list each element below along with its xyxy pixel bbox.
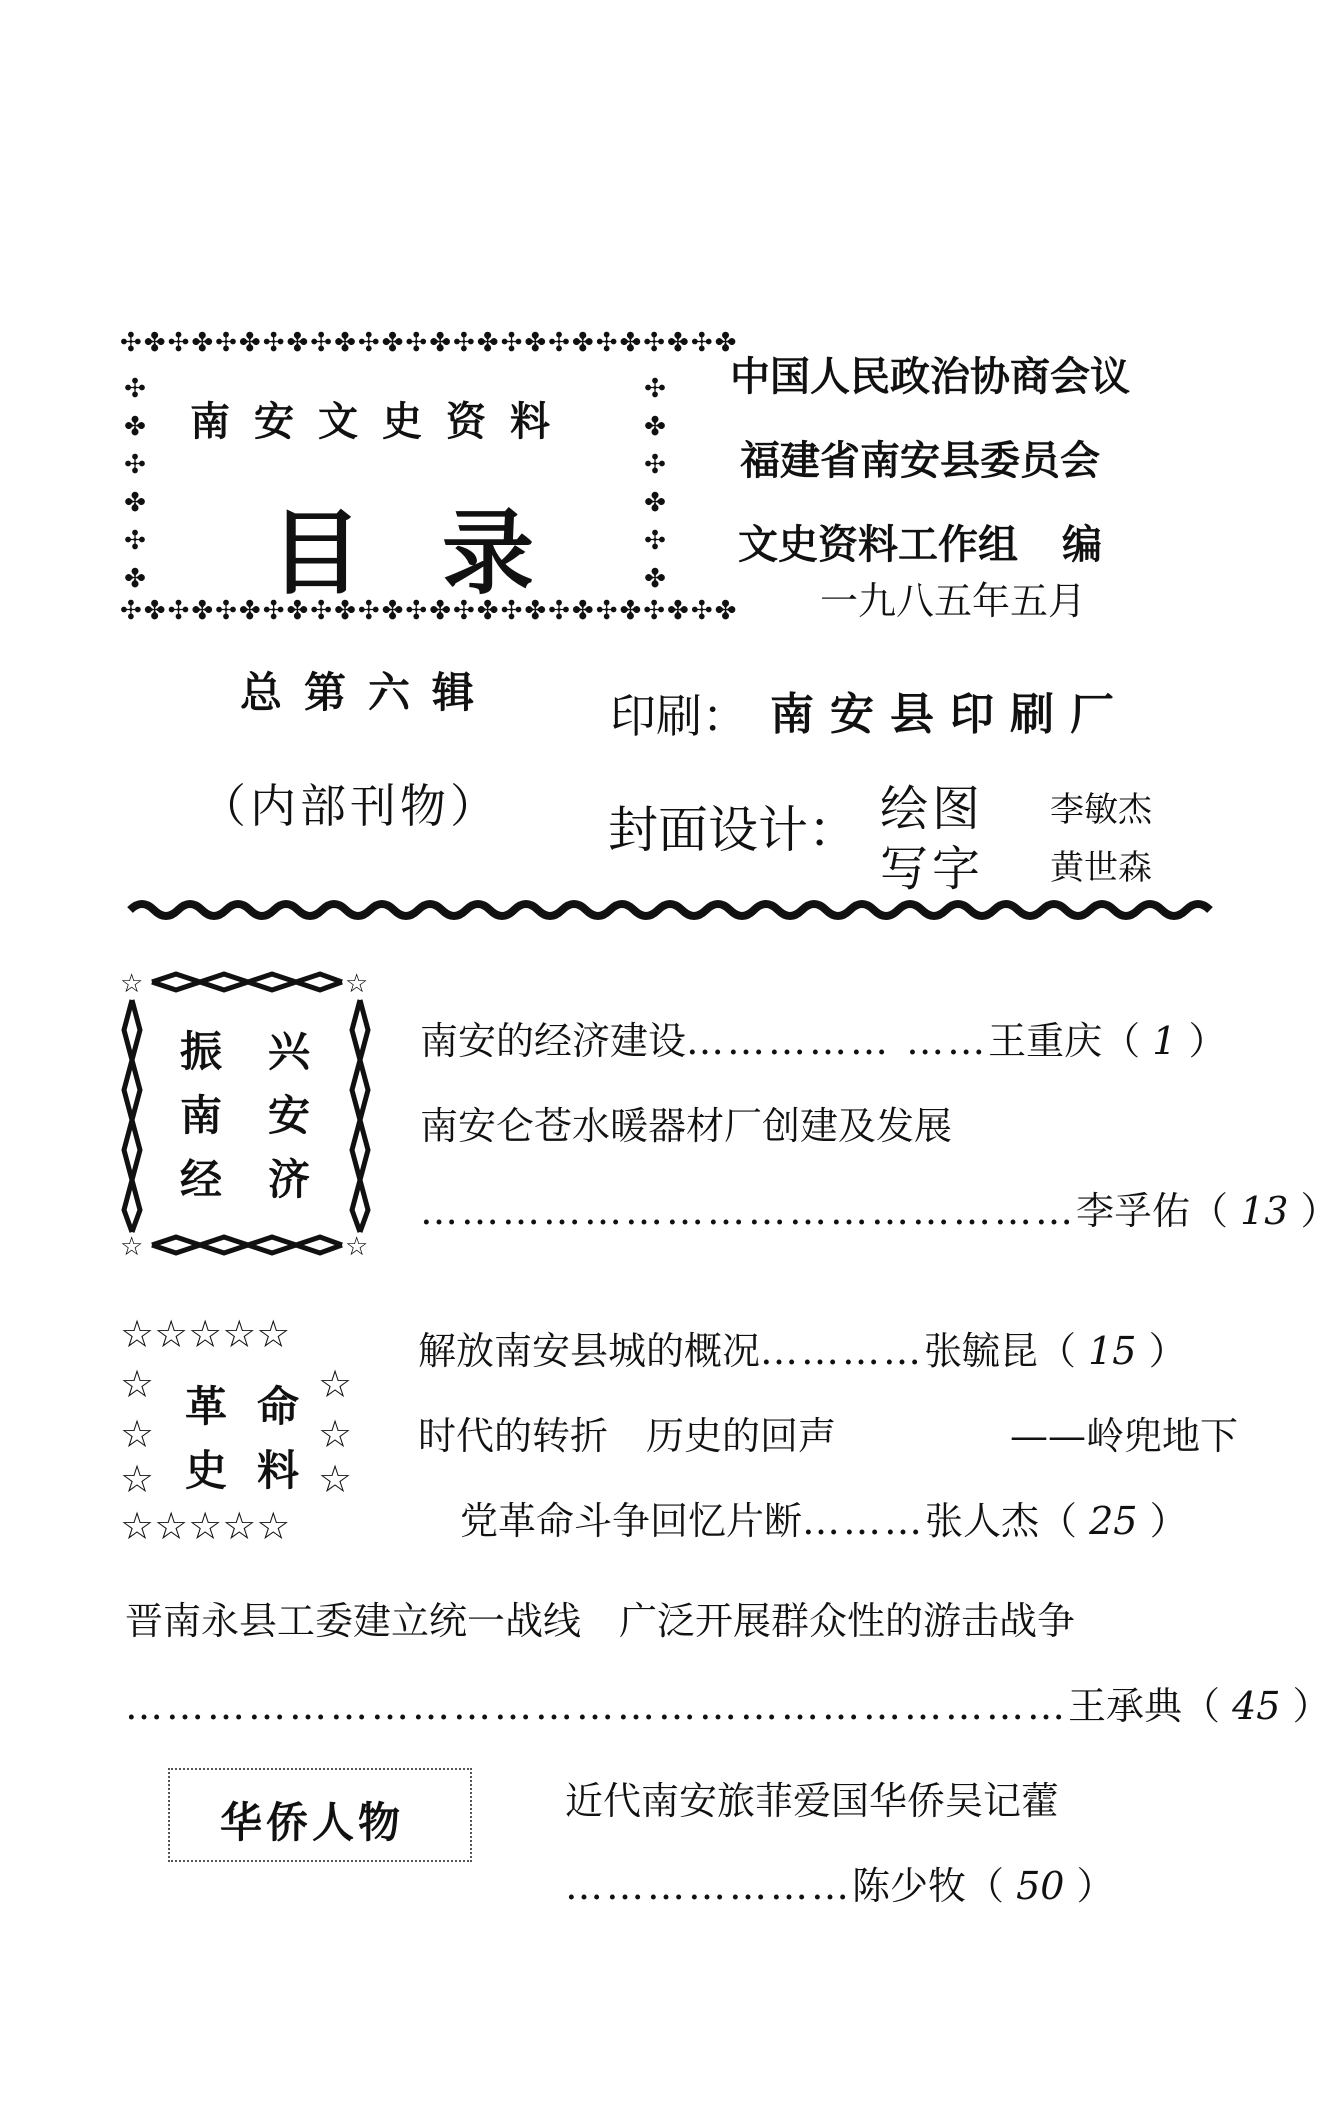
entry-title: 时代的转折 历史的回声 — [418, 1414, 837, 1458]
leader-dots: …………… …… — [686, 1019, 989, 1063]
star-ornament: ☆☆☆☆☆ — [120, 1504, 291, 1548]
writing-credit-name: 黄世森 — [1050, 848, 1152, 888]
section-title-line: 革命 — [185, 1382, 330, 1431]
toc-entry: 解放南安县城的概况…………张毓昆（ 15 ） — [418, 1329, 1187, 1373]
toc-entry — [420, 1095, 952, 1150]
star-ornament: ☆ — [120, 969, 144, 999]
section-title-economy — [180, 1020, 356, 1212]
toc-title: 目录 — [270, 500, 615, 607]
publisher-block — [730, 335, 1290, 587]
entry-title: 晋南永县工委建立统一战线 广泛开展群众性的游击战争 — [125, 1599, 1076, 1643]
toc-entry — [125, 1590, 1075, 1645]
section-title-revolution — [185, 1375, 329, 1503]
toc-entry-continuation: 党革命斗争回忆片断………张人杰（ 25 ） — [460, 1499, 1188, 1543]
entry-title: 近代南安旅菲爱国华侨吴记藿 — [565, 1779, 1060, 1823]
title-box — [120, 328, 739, 626]
printer-label: 印刷： — [610, 689, 748, 743]
publisher-line-3: 文史资料工作组 — [738, 522, 1018, 568]
leader-dots: ………… — [760, 1329, 925, 1373]
leader-dots: …………………………………………………………… — [125, 1684, 1068, 1728]
toc-entry: 南安的经济建设…………… ……王重庆（ 1 ） — [420, 1019, 1227, 1063]
toc-entry-continuation: ……………………………………………………………王承典（ 45 ） — [125, 1684, 1331, 1728]
publication-date: 一九八五年五月 — [820, 579, 1087, 623]
issue-number: 总第六辑 — [240, 668, 497, 717]
entry-title-continuation: 党革命斗争回忆片断 — [460, 1499, 803, 1543]
star-ornament: ☆ — [345, 1232, 369, 1262]
toc-entry-continuation: …………………陈少牧（ 50 ） — [565, 1864, 1115, 1908]
leader-dots: ………………… — [565, 1864, 852, 1908]
star-ornament: ☆ — [318, 1362, 353, 1406]
publisher-line-2: 福建省南安县委员会 — [740, 438, 1100, 484]
star-ornament: ☆ — [120, 1362, 155, 1406]
entry-page: 1 — [1152, 1019, 1177, 1063]
cover-design-label: 封面设计： — [608, 801, 858, 859]
star-ornament: ☆☆☆☆☆ — [120, 1312, 291, 1356]
ornamental-border-left: ✣ ✤ ✣ ✤ ✣ ✤ — [124, 374, 146, 594]
writing-label: 写字 — [880, 841, 985, 897]
star-ornament: ☆ — [120, 1232, 144, 1262]
entry-author: 王承典 — [1068, 1684, 1183, 1728]
entry-title: 解放南安县城的概况 — [418, 1329, 761, 1373]
entry-page: 25 — [1089, 1499, 1138, 1543]
section-title-line: 振兴 — [180, 1027, 357, 1076]
entry-title: 南安的经济建设 — [420, 1019, 687, 1063]
entry-author: 张毓昆 — [924, 1329, 1039, 1373]
drawing-credit-name: 李敏杰 — [1050, 790, 1152, 830]
star-ornament: ☆ — [345, 969, 369, 999]
section-title-line: 南安 — [180, 1091, 357, 1140]
leader-dots: ………………………………………… — [420, 1189, 1076, 1233]
entry-author: 王重庆 — [988, 1019, 1103, 1063]
leader-dots: ……… — [802, 1499, 926, 1543]
wavy-divider — [130, 898, 1220, 922]
star-ornament: ☆ — [120, 1412, 155, 1456]
series-name: 南安文史资料 — [190, 399, 574, 445]
printer-name: 南安县印刷厂 — [770, 689, 1130, 740]
toc-entry — [565, 1770, 1059, 1825]
section-title-overseas-chinese: 华侨人物 — [220, 1798, 405, 1847]
publisher-line-1: 中国人民政治协商会议 — [730, 354, 1130, 400]
entry-page: 15 — [1088, 1329, 1137, 1373]
entry-page: 13 — [1240, 1189, 1289, 1233]
entry-author: 陈少牧 — [852, 1864, 967, 1908]
entry-title: 南安仑苍水暖器材厂创建及发展 — [420, 1104, 953, 1148]
ornamental-border-bottom: ✣✤✣✤✣✤✣✤✣✤✣✤✣✤✣✤✣✤✣✤✣✤✣✤✣✤ — [120, 596, 739, 626]
entry-subtitle: ——岭兜地下 — [1010, 1414, 1239, 1458]
toc-entry — [418, 1405, 836, 1460]
entry-author: 李孚佑 — [1076, 1189, 1191, 1233]
section-title-line: 史料 — [185, 1446, 330, 1495]
star-ornament: ☆ — [318, 1412, 353, 1456]
section-title-line: 经济 — [180, 1155, 357, 1204]
star-ornament: ☆ — [318, 1457, 353, 1501]
ornamental-border-right: ✣ ✤ ✣ ✤ ✣ ✤ — [644, 374, 666, 594]
ornamental-border-top: ✣✤✣✤✣✤✣✤✣✤✣✤✣✤✣✤✣✤✣✤✣✤✣✤✣✤ — [120, 328, 739, 358]
entry-page: 45 — [1232, 1684, 1281, 1728]
internal-publication-note: （内部刊物） — [200, 779, 500, 833]
edited-mark: 编 — [1061, 522, 1102, 568]
toc-entry-continuation: …………………………………………李孚佑（ 13 ） — [420, 1189, 1339, 1233]
drawing-label: 绘图 — [880, 781, 985, 837]
entry-page: 50 — [1016, 1864, 1065, 1908]
entry-author: 张人杰 — [925, 1499, 1040, 1543]
star-ornament: ☆ — [120, 1457, 155, 1501]
